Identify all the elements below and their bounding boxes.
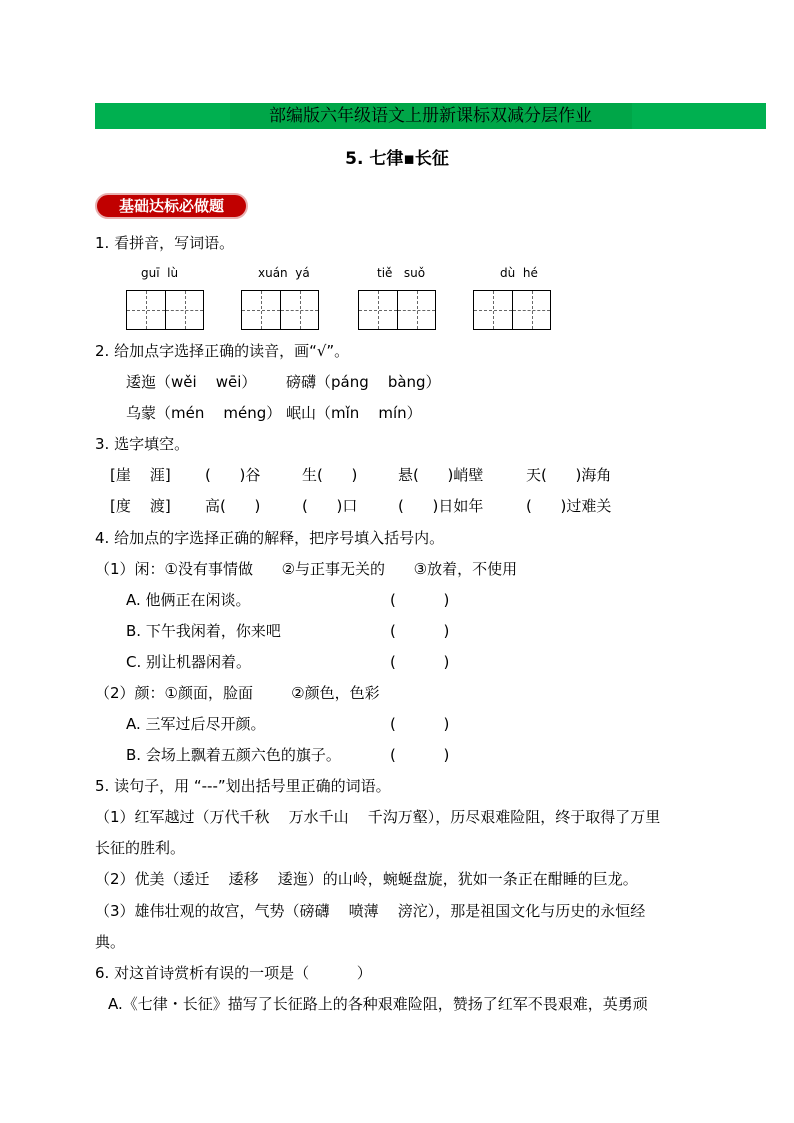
grid-cell[interactable] bbox=[474, 291, 512, 329]
page-title: 5. 七律▪长征 bbox=[345, 149, 449, 169]
q3-r1-blank-1[interactable]: ( )谷 bbox=[205, 466, 261, 484]
q2-item-2: 磅礴（páng bàng） bbox=[286, 373, 441, 391]
q1-pinyin-3: tiě suǒ bbox=[377, 266, 426, 280]
q3-r1-group: [崖 涯] bbox=[110, 466, 171, 484]
q1-pinyin-1: guī lù bbox=[141, 266, 179, 280]
q4-p2-answer-a[interactable]: ( ) bbox=[390, 715, 450, 733]
q3-r1-blank-3[interactable]: 悬( )峭壁 bbox=[398, 466, 484, 484]
q1-pinyin-2: xuán yá bbox=[258, 266, 310, 280]
grid-cell[interactable] bbox=[165, 291, 203, 329]
q3-r2-blank-2[interactable]: ( )口 bbox=[302, 497, 358, 515]
q2-item-3: 乌蒙（mén méng） bbox=[126, 404, 282, 422]
q3-r2-blank-1[interactable]: 高( ) bbox=[205, 497, 261, 515]
q4-part2: （2）颜：①颜面，脸面 ②颜色，色彩 bbox=[95, 684, 380, 702]
q5-sentence-1b: 长征的胜利。 bbox=[95, 839, 186, 857]
q1-pinyin-4: dù hé bbox=[500, 266, 538, 280]
section-badge: 基础达标必做题 bbox=[95, 193, 248, 219]
grid-cell[interactable] bbox=[242, 291, 280, 329]
writing-grid-4[interactable] bbox=[473, 290, 551, 330]
q5-sentence-2: （2）优美（逶迁 逶移 逶迤）的山岭，蜿蜒盘旋，犹如一条正在酣睡的巨龙。 bbox=[95, 870, 638, 888]
q3-r2-group: [度 渡] bbox=[110, 497, 171, 515]
q4-p2-answer-b[interactable]: ( ) bbox=[390, 746, 450, 764]
q6-option-a: A.《七律・长征》描写了长征路上的各种艰难险阻，赞扬了红军不畏艰难，英勇顽 bbox=[108, 995, 648, 1013]
q3-r1-blank-2[interactable]: 生( ) bbox=[302, 466, 358, 484]
q2-item-1: 逶迤（wěi wēi） bbox=[126, 373, 257, 391]
q5-sentence-1a: （1）红军越过（万代千秋 万水千山 千沟万壑），历尽艰难险阻，终于取得了万里 bbox=[95, 808, 661, 826]
banner-text: 部编版六年级语文上册新课标双减分层作业 bbox=[230, 103, 632, 129]
q4-p1-item-c: C. 别让机器闲着。 bbox=[126, 653, 252, 671]
grid-cell[interactable] bbox=[280, 291, 318, 329]
q5-stem: 5. 读句子，用 “---”划出括号里正确的词语。 bbox=[95, 777, 391, 795]
grid-cell[interactable] bbox=[359, 291, 397, 329]
grid-cell[interactable] bbox=[397, 291, 435, 329]
q4-part1: （1）闲：①没有事情做 ②与正事无关的 ③放着，不使用 bbox=[95, 560, 518, 578]
q5-sentence-3b: 典。 bbox=[95, 933, 126, 951]
q4-p1-item-b: B. 下午我闲着，你来吧 bbox=[126, 622, 281, 640]
q1-stem: 1. 看拼音，写词语。 bbox=[95, 234, 235, 252]
q4-p2-item-a: A. 三军过后尽开颜。 bbox=[126, 715, 266, 733]
header-banner bbox=[95, 103, 766, 129]
q2-stem: 2. 给加点字选择正确的读音，画“√”。 bbox=[95, 342, 350, 360]
grid-cell[interactable] bbox=[127, 291, 165, 329]
writing-grid-2[interactable] bbox=[241, 290, 319, 330]
q6-stem: 6. 对这首诗赏析有误的一项是（ ） bbox=[95, 964, 372, 982]
q2-item-4: 岷山（mǐn mín） bbox=[286, 404, 422, 422]
grid-cell[interactable] bbox=[512, 291, 550, 329]
q5-sentence-3a: （3）雄伟壮观的故宫，气势（磅礴 喷薄 滂沱），那是祖国文化与历史的永恒经 bbox=[95, 902, 646, 920]
q4-p1-answer-a[interactable]: ( ) bbox=[390, 591, 450, 609]
q4-p2-item-b: B. 会场上飘着五颜六色的旗子。 bbox=[126, 746, 341, 764]
q3-r2-blank-3[interactable]: ( )日如年 bbox=[398, 497, 484, 515]
writing-grid-3[interactable] bbox=[358, 290, 436, 330]
q3-r1-blank-4[interactable]: 天( )海角 bbox=[526, 466, 612, 484]
q3-stem: 3. 选字填空。 bbox=[95, 435, 190, 453]
writing-grid-1[interactable] bbox=[126, 290, 204, 330]
q4-p1-answer-b[interactable]: ( ) bbox=[390, 622, 450, 640]
q4-stem: 4. 给加点的字选择正确的解释，把序号填入括号内。 bbox=[95, 529, 445, 547]
q3-r2-blank-4[interactable]: ( )过难关 bbox=[526, 497, 612, 515]
q4-p1-item-a: A. 他俩正在闲谈。 bbox=[126, 591, 251, 609]
q4-p1-answer-c[interactable]: ( ) bbox=[390, 653, 450, 671]
